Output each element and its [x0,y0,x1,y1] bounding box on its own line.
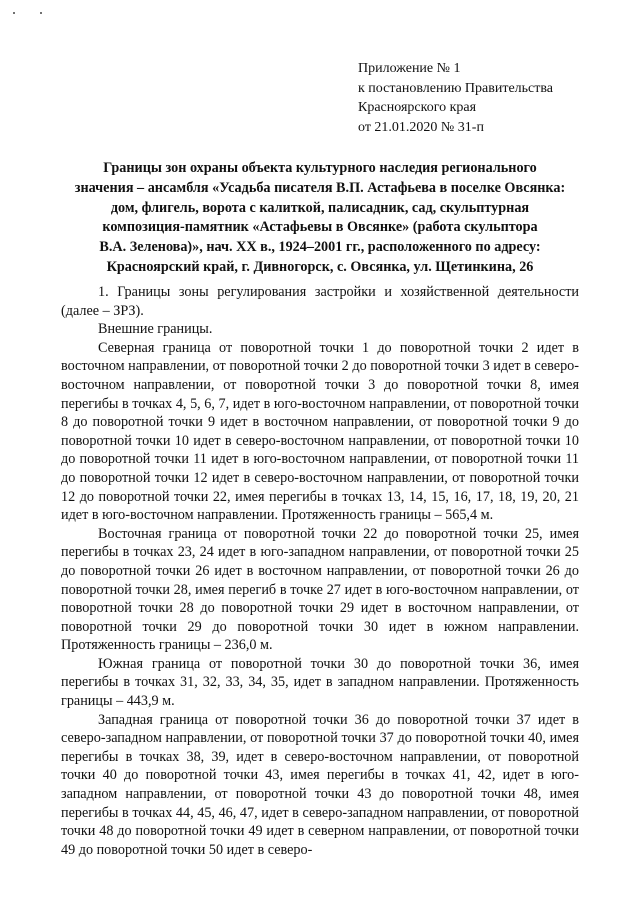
title-line: В.А. Зеленова)», нач. XX в., 1924–2001 гг., расположенного по адресу: [99,239,541,256]
title-line: композиция-памятник «Астафьевы в Овсянке» (работа скульптора [102,219,538,236]
document-body [61,283,579,859]
title-line: Красноярский край, г. Дивногорск, с. Овсянка, ул. Щетинкина, 26 [106,258,534,275]
scan-speck [13,12,15,14]
title-line: значения – ансамбля «Усадьба писателя В.П. Астафьева в поселке Овсянка: [74,179,566,196]
scan-speck [40,12,42,14]
paragraph-east-boundary: Восточная граница от поворотной точки 22 до поворотной точки 25, имея перегибы в точках 23, 24 идет в юго-западном направлении, от поворотной точки 25 до поворотной точки 26 идет в восточном направлении, от поворотной точки 26 до поворотной точки 28, имея перегиб в точке 27 идет в юго-восточном направлении, от поворотной точки 28 до поворотной точки 29 идет в восточном направлении, от поворотной точки 29 до поворотной точки 30 идет в южном направлении. Протяженность границы – 236,0 м. [61,525,579,654]
section-heading: 1. Границы зоны регулирования застройки и хозяйственной деятельности (далее – ЗРЗ). [61,284,579,319]
appendix-line: Приложение № 1 [358,61,461,76]
document-title [60,159,580,278]
subsection-label: Внешние границы. [98,321,213,338]
title-line: дом, флигель, ворота с калиткой, палисадник, сад, скульптурная [110,199,530,216]
paragraph-south-boundary: Южная граница от поворотной точки 30 до поворотной точки 36, имея перегибы в точках 31, 32, 33, 34, 35, идет в западном направлении. Протяженность границы – 443,9 м. [61,655,579,710]
paragraph-north-boundary: Северная граница от поворотной точки 1 до поворотной точки 2 идет в восточном направлении, от поворотной точки 2 до поворотной точки 3 идет в северо-восточном направлении, от поворотной точки 3 до поворотной точки 8, имея перегибы в точках 4, 5, 6, 7, идет в юго-восточном направлении, от поворотной точки 8 до поворотной точки 9 идет в восточном направлении, от поворотной точки 9 до поворотной точки 10 идет в северо-восточном направлении, от поворотной точки 10 до поворотной точки 11 идет в юго-восточном направлении, от поворотной точки 11 до поворотной точки 12 идет в северо-восточном направлении, от поворотной точки 12 до поворотной точки 22, имея перегибы в точках 13, 14, 15, 16, 17, 18, 19, 20, 21 идет в юго-восточном направлении. Протяженность границы – 565,4 м. [61,339,579,524]
appendix-line: к постановлению Правительства [358,80,554,96]
paragraph-west-boundary: Западная граница от поворотной точки 36 до поворотной точки 37 идет в северо-западном направлении, от поворотной точки 37 до поворотной точки 40, имея перегибы в точках 38, 39, идет в северо-восточном направлении, от поворотной точки 40 до поворотной точки 43, имея перегибы в точках 41, 42, идет в юго-западном направлении, от поворотной точки 43 до поворотной точки 48, имея перегибы в точках 44, 45, 46, 47, идет в северо-западном направлении, от поворотной точки 48 до поворотной точки 49 идет в северном направлении, от поворотной точки 49 до поворотной точки 50 идет в северо- [61,711,579,858]
appendix-line: от 21.01.2020 № 31-п [358,119,484,135]
title-line: Границы зон охраны объекта культурного наследия регионального [103,160,537,176]
appendix-line: Красноярского края [358,100,477,115]
appendix-header [358,59,553,137]
